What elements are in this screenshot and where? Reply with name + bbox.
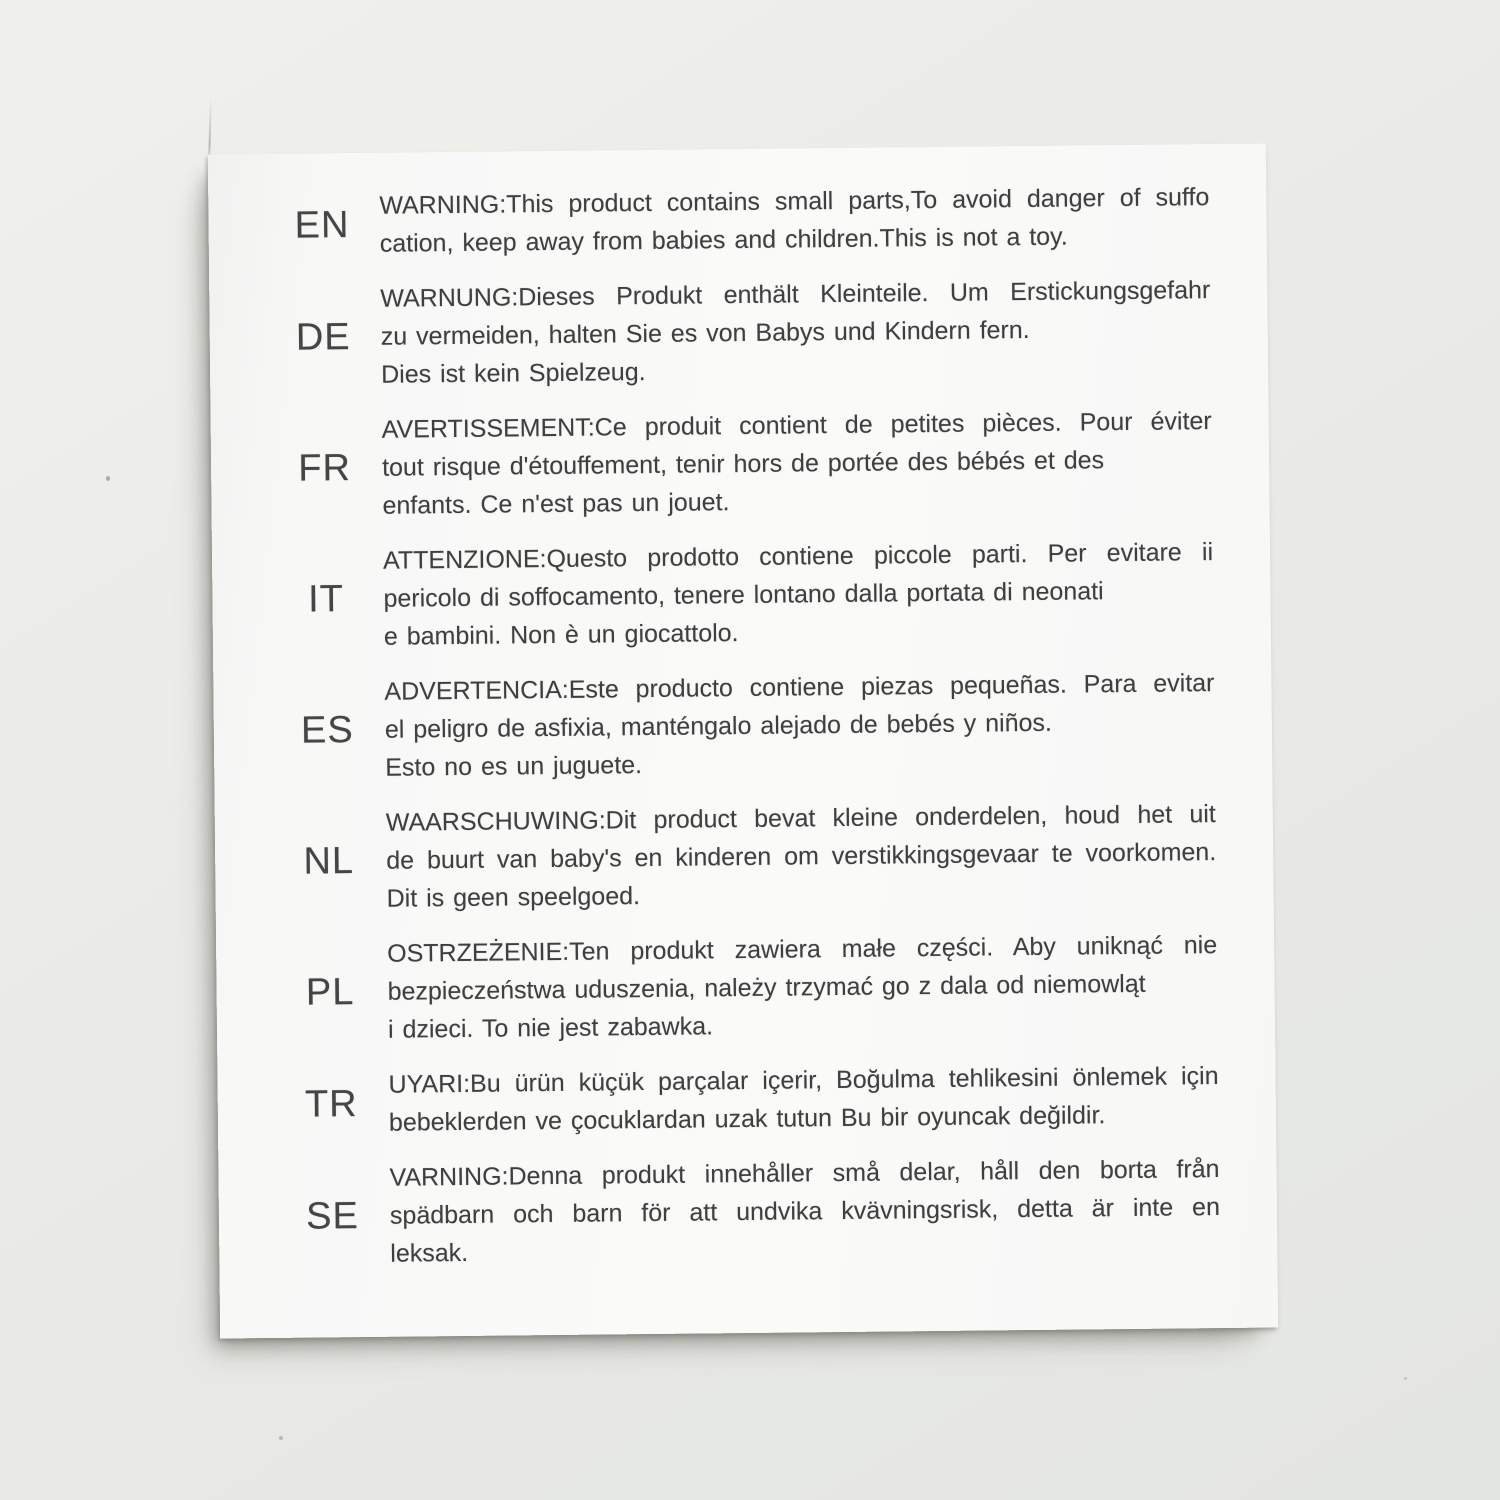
warning-label-paper	[208, 143, 1278, 1338]
dust-speck	[1404, 1377, 1407, 1380]
warning-text-line: WAARSCHUWING:Dit product bevat kleine onderdelen, houd het uit	[385, 800, 1216, 837]
warning-text-line: WARNING:This product contains small parts,To avoid danger of suffo	[379, 183, 1210, 220]
dust-speck	[279, 1436, 283, 1440]
warning-text-line: AVERTISSEMENT:Ce produit contient de petites pièces. Pour éviter	[381, 407, 1212, 444]
warning-text-de	[380, 271, 1211, 394]
warning-text-line: zu vermeiden, halten Sie es von Babys und Kindern fern.	[380, 315, 1030, 351]
language-code-de: DE	[295, 316, 351, 359]
warning-text-line: leksak.	[390, 1238, 469, 1268]
warning-text-line: ATTENZIONE:Questo prodotto contiene piccole parti. Per evitare ii	[382, 538, 1214, 575]
warning-text-pl	[387, 926, 1218, 1049]
warning-text-es	[384, 664, 1215, 787]
warning-text-line: OSTRZEŻENIE:Ten produkt zawiera małe części. Aby uniknąć nie	[387, 931, 1218, 968]
language-code-es: ES	[300, 709, 354, 752]
warning-text-line: Esto no es un juguete.	[385, 751, 643, 782]
warning-section-fr	[211, 402, 1213, 526]
paper-corner-crease	[208, 98, 212, 158]
warning-text-line: ADVERTENCIA:Este producto contiene piezas pequeñas. Para evitar	[384, 669, 1215, 706]
warning-text-se	[389, 1150, 1220, 1273]
warning-text-line: tout risque d'étouffement, tenir hors de portée des bébés et des	[381, 446, 1105, 482]
warning-text-line: pericolo di soffocamento, tenere lontano dalla portata di neonati	[383, 577, 1104, 613]
warning-text-nl	[386, 795, 1217, 918]
language-code-en: EN	[294, 204, 350, 247]
warning-text-line: enfants. Ce n'est pas un jouet.	[382, 488, 730, 520]
warning-section-se	[218, 1150, 1220, 1274]
warning-text-line: Dit is geen speelgoed.	[386, 882, 641, 913]
warning-text-en	[379, 178, 1210, 263]
warning-text-fr	[382, 402, 1213, 525]
language-code-tr: TR	[304, 1083, 358, 1126]
dust-speck	[106, 476, 110, 481]
warning-section-de	[209, 271, 1211, 395]
warning-text-line: e bambini. Non è un giocattolo.	[383, 619, 739, 651]
warning-text-line: WARNUNG:Dieses Produkt enthält Kleinteile. Um Erstickungsgefahr	[380, 276, 1211, 313]
warning-text-tr	[388, 1057, 1219, 1142]
warning-text-line: spädbarn och barn för att undvika kvävningsrisk, detta är inte en	[389, 1193, 1221, 1230]
language-code-it: IT	[307, 578, 345, 621]
warning-section-tr	[217, 1057, 1219, 1143]
warning-text-line: bezpieczeństwa uduszenia, należy trzymać go z dala od niemowląt	[387, 969, 1146, 1006]
language-code-pl: PL	[305, 971, 355, 1014]
warning-text-line: UYARI:Bu ürün küçük parçalar içerir, Boğulma tehlikesini önlemek için	[388, 1062, 1219, 1099]
warning-text-it	[383, 533, 1214, 656]
warning-section-es	[213, 664, 1215, 788]
warning-text-line: VARNING:Denna produkt innehåller små delar, håll den borta från	[389, 1155, 1220, 1192]
language-code-fr: FR	[298, 447, 352, 490]
warning-text-line: i dzieci. To nie jest zabawka.	[387, 1012, 714, 1044]
language-code-se: SE	[305, 1195, 360, 1238]
language-code-nl: NL	[303, 840, 355, 883]
warning-section-pl	[216, 926, 1218, 1050]
warning-text-line: de buurt van baby's en kinderen om verstikkingsgevaar te voorkomen.	[386, 838, 1217, 875]
warning-text-line: bebeklerden ve çocuklardan uzak tutun Bu bir oyuncak değildir.	[388, 1101, 1106, 1137]
warning-section-it	[212, 533, 1214, 657]
warning-section-en	[208, 178, 1210, 264]
warning-text-line: cation, keep away from babies and children.This is not a toy.	[379, 222, 1068, 258]
warning-text-line: el peligro de asfixia, manténgalo alejado de bebés y niños.	[384, 708, 1053, 744]
warning-section-nl	[215, 795, 1217, 919]
warning-text-line: Dies ist kein Spielzeug.	[380, 358, 646, 389]
